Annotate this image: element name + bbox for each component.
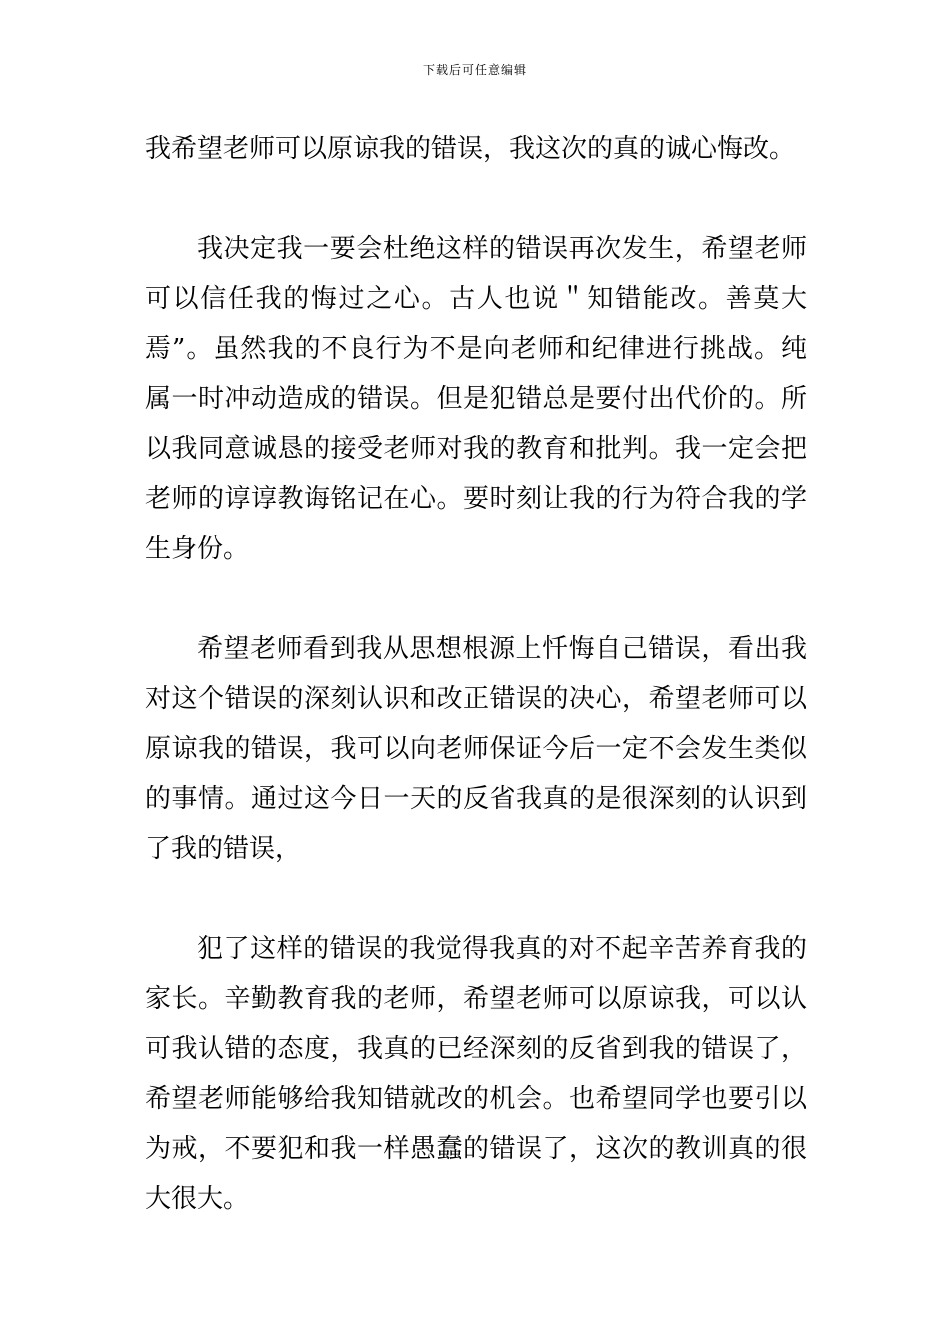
paragraph-3: 希望老师看到我从思想根源上忏悔自己错误，看出我对这个错误的深刻认识和改正错误的决心，希望老师可以原谅我的错误，我可以向老师保证今后一定不会发生类似的事情。通过这今日一天的反省我真的是很深刻的认识到了我的错误， [145, 634, 807, 864]
paragraph-spacer [145, 874, 807, 924]
paragraph-spacer [145, 574, 807, 624]
document-body [145, 124, 807, 1224]
paragraph-2: 我决定我一要会杜绝这样的错误再次发生，希望老师可以信任我的悔过之心。古人也说＂知错能改。善莫大焉”。虽然我的不良行为不是向老师和纪律进行挑战。纯属一时冲动造成的错误。但是犯错总是要付出代价的。所以我同意诚恳的接受老师对我的教育和批判。我一定会把老师的谆谆教诲铭记在心。要时刻让我的行为符合我的学生身份。 [145, 234, 807, 564]
paragraph-spacer [145, 174, 807, 224]
page-header: 下载后可任意编辑 [422, 63, 527, 77]
paragraph-4: 犯了这样的错误的我觉得我真的对不起辛苦养育我的家长。辛勤教育我的老师，希望老师可以原谅我，可以认可我认错的态度，我真的已经深刻的反省到我的错误了，希望老师能够给我知错就改的机会。也希望同学也要引以为戒，不要犯和我一样愚蠢的错误了，这次的教训真的很大很大。 [145, 934, 807, 1214]
paragraph-1: 我希望老师可以原谅我的错误，我这次的真的诚心悔改。 [145, 134, 796, 164]
